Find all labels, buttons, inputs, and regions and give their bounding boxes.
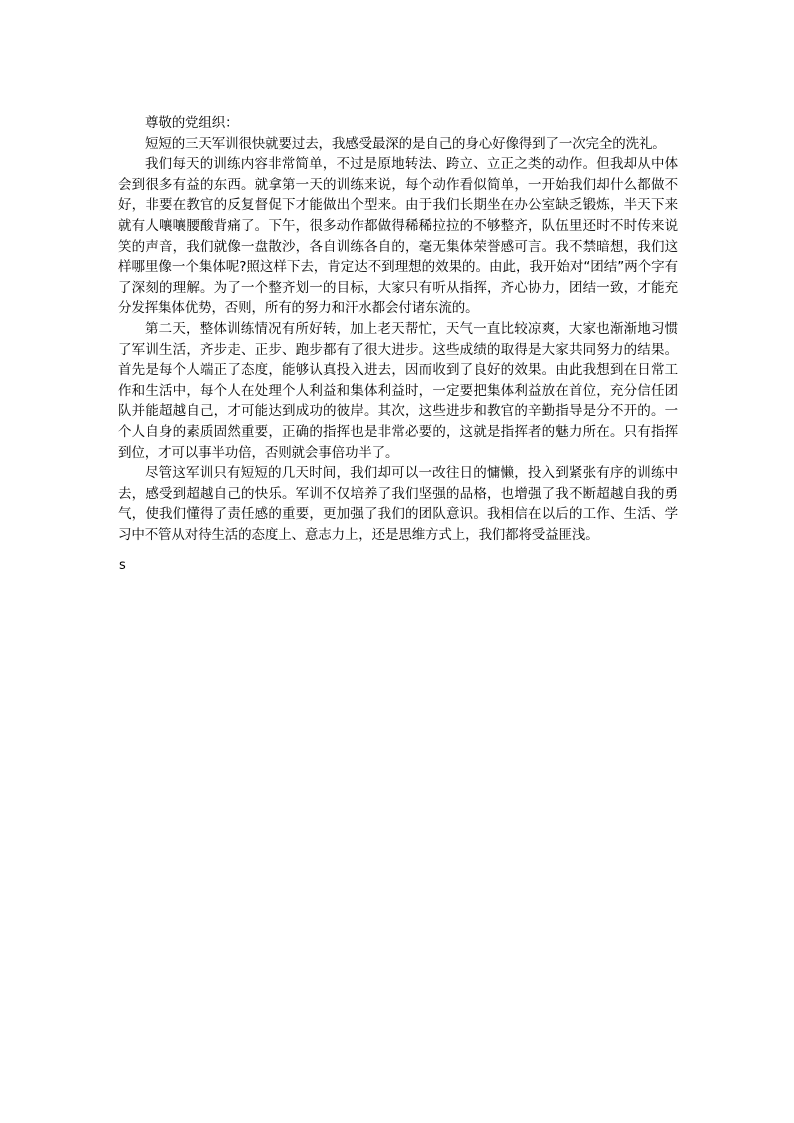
- paragraph: 尽管这军训只有短短的几天时间，我们却可以一改往日的慵懒，投入到紧张有序的训练中去，感受到超越自己的快乐。军训不仅培养了我们坚强的品格，也增强了我不断超越自我的勇气，使我们懂得了责任感的重要，更加强了我们的团队意识。我相信在以后的工作、生活、学习中不管从对待生活的态度上、意志力上，还是思维方式上，我们都将受益匪浅。: [118, 465, 678, 543]
- paragraph: 第二天，整体训练情况有所好转，加上老天帮忙，天气一直比较凉爽，大家也渐渐地习惯了军训生活，齐步走、正步、跑步都有了很大进步。这些成绩的取得是大家共同努力的结果。首先是每个人端正了态度，能够认真投入进去，因而收到了良好的效果。由此我想到在日常工作和生活中，每个人在处理个人利益和集体利益时，一定要把集体利益放在首位，充分信任团队并能超越自己，才可能达到成功的彼岸。其次，这些进步和教官的辛勤指导是分不开的。一个人自身的素质固然重要，正确的指挥也是非常必要的，这就是指挥者的魅力所在。只有指挥到位，才可以事半功倍，否则就会事倍功半了。: [118, 320, 678, 461]
- paragraph: 我们每天的训练内容非常简单，不过是原地转法、跨立、立正之类的动作。但我却从中体会到很多有益的东西。就拿第一天的训练来说，每个动作看似简单，一开始我们却什么都做不好，非要在教官的反复督促下才能做出个型来。由于我们长期坐在办公室缺乏锻炼，半天下来就有人嚷嚷腰酸背痛了。下午，很多动作都做得稀稀拉拉的不够整齐，队伍里还时不时传来说笑的声音，我们就像一盘散沙，各自训练各自的，毫无集体荣誉感可言。我不禁暗想，我们这样哪里像一个集体呢?照这样下去，肯定达不到理想的效果的。由此，我开始对“团结”两个字有了深刻的理解。为了一个整齐划一的目标，大家只有听从指挥，齐心协力，团结一致，才能充分发挥集体优势，否则，所有的努力和汗水都会付诸东流的。: [118, 156, 678, 317]
- salutation: 尊敬的党组织：: [145, 115, 239, 131]
- document-body: [118, 113, 678, 545]
- paragraph: 短短的三天军训很快就要过去，我感受最深的是自己的身心好像得到了一次完全的洗礼。: [145, 135, 666, 152]
- stray-mark: s: [119, 558, 126, 573]
